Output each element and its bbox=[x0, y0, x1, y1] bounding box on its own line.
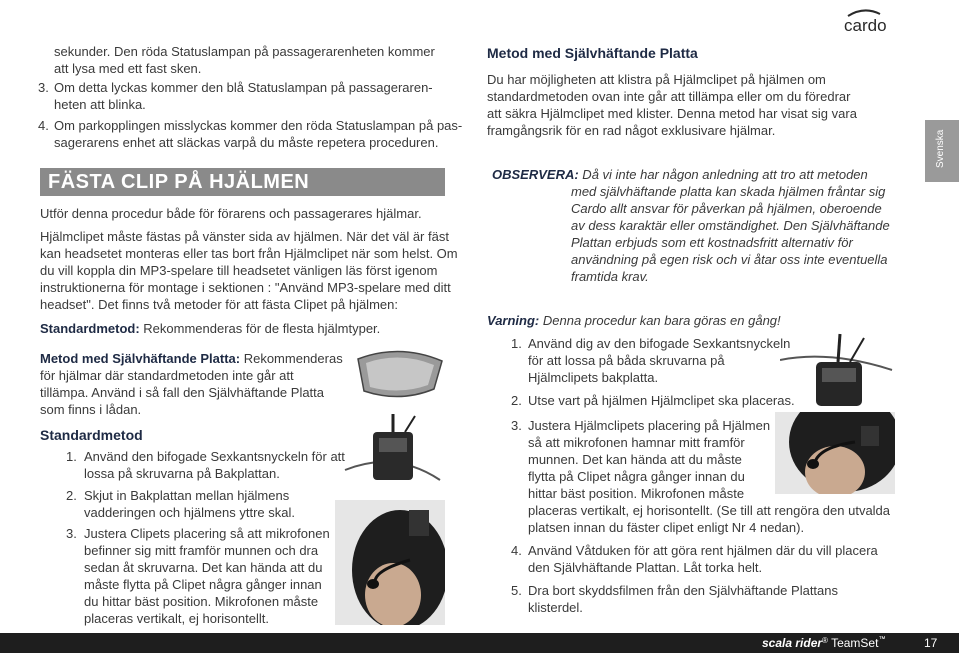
language-tab-label: Svenska bbox=[935, 129, 946, 168]
list-number: 1. bbox=[66, 449, 77, 464]
paragraph-line: tillämpa. Använd i så fall den Självhäftande Platta bbox=[40, 385, 325, 400]
section-title: FÄSTA CLIP PÅ HJÄLMEN bbox=[48, 171, 310, 193]
note-line: Cardo allt ansvar för påverkan på hjälmen, oberoende bbox=[571, 201, 882, 216]
note-label: OBSERVERA: bbox=[492, 167, 579, 182]
list-item-line: Justera Clipets placering så att mikrofonen bbox=[84, 526, 330, 541]
rider-adhesive-image bbox=[775, 412, 895, 494]
note-line: användning på egen risk och vi åtar oss inte eventuella bbox=[571, 252, 888, 267]
list-item-line: Justera Hjälmclipets placering på Hjälmen bbox=[528, 418, 771, 433]
note-text: Då vi inte har någon anledning att tro att metoden bbox=[578, 167, 868, 182]
list-item-line: så att mikrofonen hamnar mitt framför bbox=[528, 435, 745, 450]
list-number: 4. bbox=[511, 543, 522, 558]
cardo-logo bbox=[842, 6, 892, 34]
paragraph-line: framgångsrik för en rad något exklusivare hjälmar. bbox=[487, 123, 776, 138]
list-item-line: Hjälmclipets bakplatta. bbox=[528, 370, 659, 385]
list-item-line: placeras vertikalt, ej horisontellt. bbox=[84, 611, 269, 626]
footer-registered: ® bbox=[822, 636, 828, 645]
list-item-line: Använd den bifogade Sexkantsnyckeln för att bbox=[84, 449, 345, 464]
footer-product-suffix: TeamSet bbox=[827, 636, 879, 650]
list-item-line: platsen innan du fäster clipet enligt Nr 4 nedan). bbox=[528, 520, 805, 535]
list-item-line: för att lossa på båda skruvarna på bbox=[528, 353, 725, 368]
list-item-line: sagerarens enhet att släckas varpå du måste repetera proceduren. bbox=[54, 135, 439, 150]
note-line: med självhäftande platta kan skada hjälmen fråntar sig bbox=[571, 184, 886, 199]
list-item-line: Dra bort skyddsfilmen från den Självhäftande Plattans bbox=[528, 583, 839, 598]
section-banner bbox=[40, 168, 445, 196]
list-item-line: Använd Våtduken för att göra rent hjälmen där du vill placera bbox=[528, 543, 878, 558]
paragraph: Utför denna procedur både för förarens och passagerares hjälmar. bbox=[40, 206, 422, 221]
list-item-line: placeras vertikalt, ej horisontellt. (Se till att rengöra den utvalda bbox=[528, 503, 891, 518]
footer-bar bbox=[0, 633, 959, 653]
note-line: Plattan erbjuds som ett kostnadsfritt alternativ för bbox=[571, 235, 853, 250]
list-item-line: befinner sig mitt framför munnen och dra bbox=[84, 543, 319, 558]
warning-line bbox=[487, 312, 781, 329]
list-item-line: heten att blinka. bbox=[54, 97, 146, 112]
list-number: 3. bbox=[66, 526, 77, 541]
standard-method-label: Standardmetod: bbox=[40, 321, 140, 336]
list-item-line: Utse vart på hjälmen Hjälmclipet ska placeras. bbox=[528, 393, 795, 408]
paragraph-line: för hjälmar där standardmetoden inte går att bbox=[40, 368, 294, 383]
adhesive-method-text: Rekommenderas bbox=[240, 351, 343, 366]
footer-trademark: ™ bbox=[878, 636, 886, 643]
standard-method-line bbox=[40, 320, 380, 337]
paragraph-line: headset". Det finns två metoder för att fästa Clipet på hjälmen: bbox=[40, 297, 398, 312]
right-heading: Metod med Självhäftande Platta bbox=[487, 45, 698, 61]
clip-device-image bbox=[780, 330, 895, 410]
list-number: 4. bbox=[38, 118, 49, 133]
language-tab bbox=[925, 120, 959, 182]
paragraph-line: instruktionerna för montage i sektionen : "Använd MP3-spelare med ditt bbox=[40, 280, 451, 295]
list-item-line: lossa på skruvarna på Bakplattan. bbox=[84, 466, 280, 481]
list-item-line: hittar bäst position. Mikrofonen måste bbox=[528, 486, 745, 501]
list-item-line: måste flytta på Clipet några gånger innan bbox=[84, 577, 322, 592]
list-number: 3. bbox=[511, 418, 522, 433]
list-number: 3. bbox=[38, 80, 49, 95]
note-line: av dess karaktär eller omständighet. Den Självhäftande bbox=[571, 218, 890, 233]
standard-method-heading: Standardmetod bbox=[40, 427, 143, 443]
footer-product-name: scala rider bbox=[762, 636, 823, 650]
list-number: 1. bbox=[511, 336, 522, 351]
logo-text: cardo bbox=[844, 16, 887, 34]
warning-label: Varning: bbox=[487, 313, 540, 328]
paragraph-line: du vill koppla din MP3-spelare till headsetet vänligen läs först igenom bbox=[40, 263, 438, 278]
list-item-line: vadderingen och hjälmens yttre skal. bbox=[84, 505, 296, 520]
list-number: 2. bbox=[66, 488, 77, 503]
list-item-line: munnen. Det kan hända att du måste bbox=[528, 452, 742, 467]
adhesive-method-line bbox=[40, 350, 343, 367]
list-item-line: sedan åt skruvarna. Det kan hända att du bbox=[84, 560, 323, 575]
list-item-line: Använd dig av den bifogade Sexkantsnyckeln bbox=[528, 336, 791, 351]
intro-line-1: sekunder. Den röda Statuslampan på passagerarenheten kommer bbox=[54, 44, 435, 59]
list-item-line: Om parkopplingen misslyckas kommer den röda Statuslampan på pas- bbox=[54, 118, 463, 133]
adhesive-method-label: Metod med Självhäftande Platta: bbox=[40, 351, 241, 366]
adhesive-plate-image bbox=[350, 345, 450, 405]
paragraph-line: att säkra Hjälmclipet med klister. Denna metod har visat sig vara bbox=[487, 106, 857, 121]
list-number: 5. bbox=[511, 583, 522, 598]
note-line bbox=[492, 166, 868, 183]
paragraph-line: kan headsetet monteras eller tas bort från Hjälmclipet när som helst. Om bbox=[40, 246, 458, 261]
rider-with-mic-image bbox=[335, 500, 445, 625]
list-item-line: du hittar bäst position. Mikrofonen måste bbox=[84, 594, 319, 609]
page-number: 17 bbox=[924, 636, 938, 650]
helmet-clip-image bbox=[335, 410, 445, 500]
paragraph-line: Du har möjligheten att klistra på Hjälmclipet på hjälmen om bbox=[487, 72, 826, 87]
warning-text: Denna procedur kan bara göras en gång! bbox=[539, 313, 781, 328]
list-item-line: Om detta lyckas kommer den blå Statuslampan på passageraren- bbox=[54, 80, 433, 95]
list-item-line: Skjut in Bakplattan mellan hjälmens bbox=[84, 488, 290, 503]
note-line: framtida krav. bbox=[571, 269, 649, 284]
intro-line-2: att lysa med ett fast sken. bbox=[54, 61, 202, 76]
list-number: 2. bbox=[511, 393, 522, 408]
paragraph-line: standardmetoden ovan inte går att tillämpa eller om du föredrar bbox=[487, 89, 851, 104]
paragraph-line: Hjälmclipet måste fästas på vänster sida av hjälmen. När det väl är fäst bbox=[40, 229, 449, 244]
list-item-line: klisterdel. bbox=[528, 600, 583, 615]
list-item-line: den Självhäftande Plattan. Låt torka helt. bbox=[528, 560, 763, 575]
standard-method-text: Rekommenderas för de flesta hjälmtyper. bbox=[139, 321, 381, 336]
paragraph-line: som finns i lådan. bbox=[40, 402, 142, 417]
footer-product bbox=[762, 636, 885, 650]
list-item-line: flytta på Clipet några gånger innan du bbox=[528, 469, 745, 484]
